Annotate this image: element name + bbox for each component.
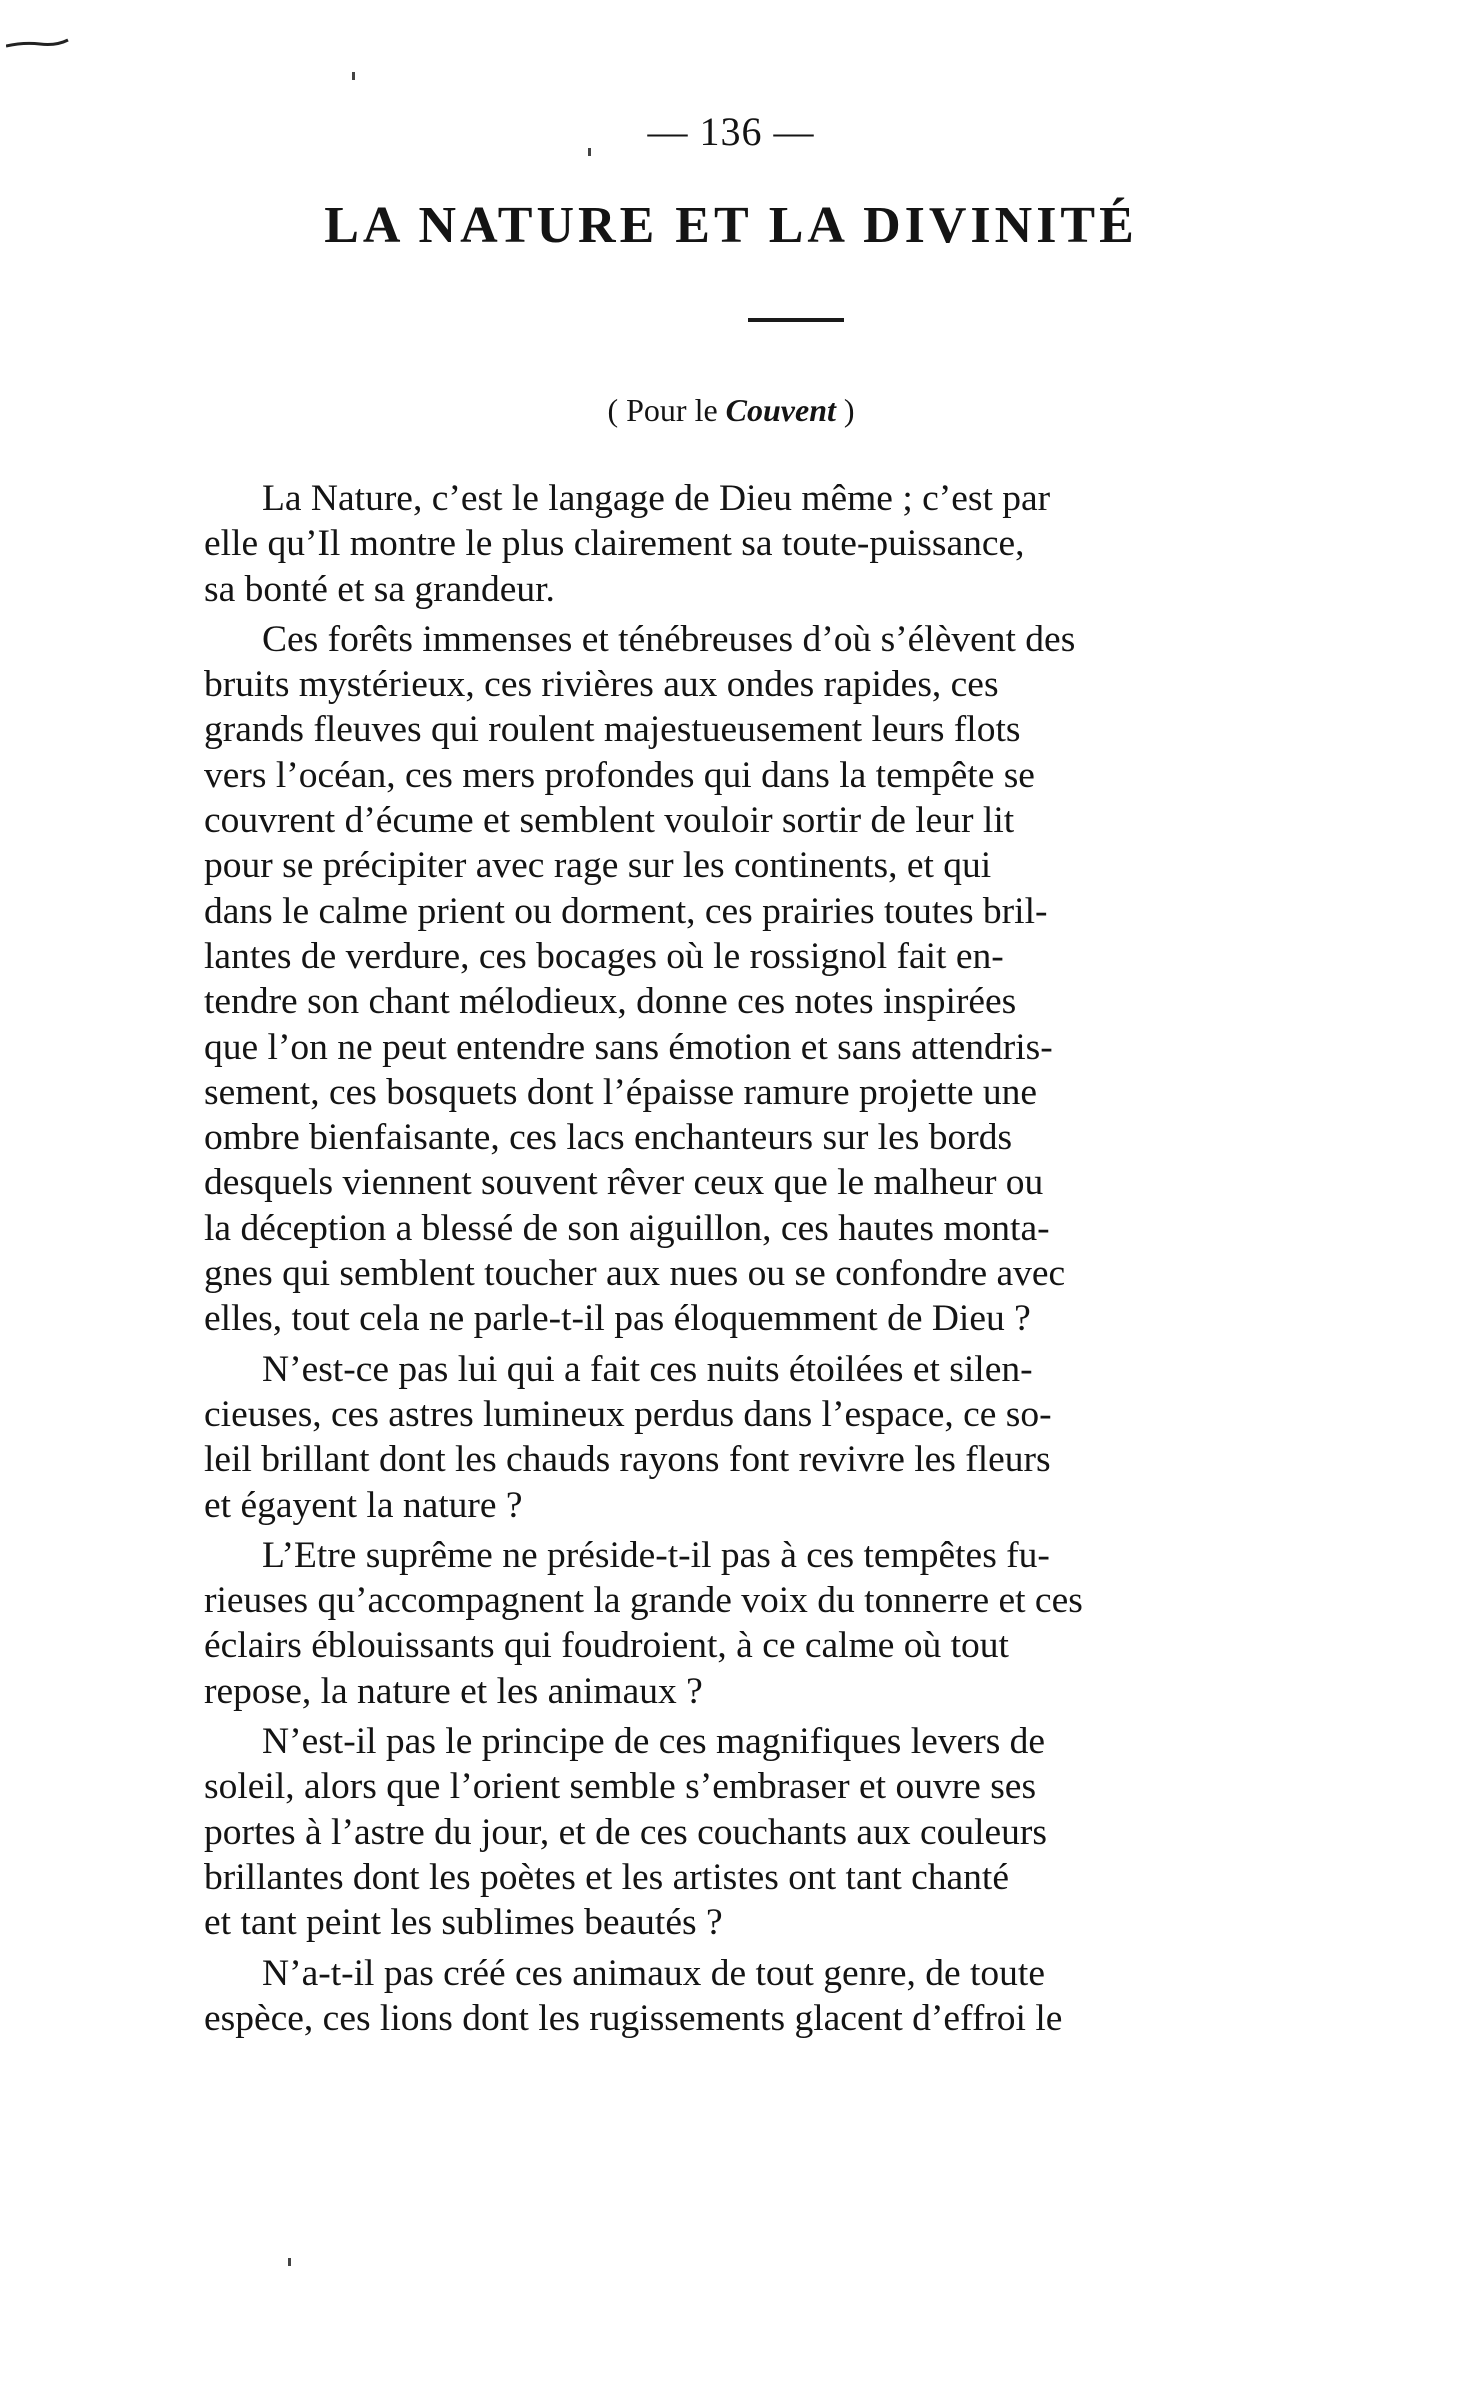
text-line: ombre bienfaisante, ces lacs enchanteurs sur les bords — [204, 1117, 1013, 1159]
text-line: tendre son chant mélodieux, donne ces notes inspirées — [204, 981, 1017, 1023]
text-line: lantes de verdure, ces bocages où le rossignol fait en- — [204, 935, 1004, 977]
paragraph — [204, 1533, 1360, 1714]
text-line: elle qu’Il montre le plus clairement sa toute-puissance, — [204, 523, 1025, 565]
text-line: et égayent la nature ? — [204, 1484, 523, 1526]
text-line: pour se précipiter avec rage sur les continents, et qui — [204, 845, 992, 887]
paragraph — [204, 1719, 1360, 1945]
text-line: que l’on ne peut entendre sans émotion et sans attendris- — [204, 1026, 1053, 1068]
text-line: elles, tout cela ne parle-t-il pas éloquemment de Dieu ? — [204, 1298, 1031, 1340]
chapter-subtitle — [0, 392, 1462, 429]
title-divider — [748, 318, 844, 322]
text-line: vers l’océan, ces mers profondes qui dans la tempête se — [204, 754, 1035, 796]
body-text — [204, 476, 1360, 2046]
text-line: dans le calme prient ou dorment, ces prairies toutes bril- — [204, 890, 1048, 932]
text-line: gnes qui semblent toucher aux nues ou se confondre avec — [204, 1253, 1066, 1295]
text-line: bruits mystérieux, ces rivières aux ondes rapides, ces — [204, 664, 999, 706]
paragraph — [204, 1951, 1360, 2042]
text-line: N’est-il pas le principe de ces magnifiques levers de — [262, 1721, 1046, 1763]
text-line: rieuses qu’accompagnent la grande voix du tonnerre et ces — [204, 1580, 1083, 1622]
paragraph — [204, 617, 1360, 1342]
text-line: L’Etre suprême ne préside-t-il pas à ces tempêtes fu- — [262, 1534, 1050, 1576]
text-line: sement, ces bosquets dont l’épaisse ramure projette une — [204, 1071, 1038, 1113]
paragraph — [204, 476, 1360, 612]
text-line: sa bonté et sa grandeur. — [204, 568, 555, 610]
text-line: espèce, ces lions dont les rugissements glacent d’effroi le — [204, 1997, 1063, 2039]
text-line: grands fleuves qui roulent majestueusement leurs flots — [204, 709, 1021, 751]
text-line: N’est-ce pas lui qui a fait ces nuits étoilées et silen- — [262, 1348, 1033, 1390]
subtitle-close: ) — [835, 392, 855, 428]
paragraph — [204, 1347, 1360, 1528]
text-line: Ces forêts immenses et ténébreuses d’où s’élèvent des — [262, 618, 1076, 660]
text-line: desquels viennent souvent rêver ceux que le malheur ou — [204, 1162, 1044, 1204]
subtitle-emphasis: Couvent — [725, 392, 836, 428]
text-line: la déception a blessé de son aiguillon, ces hautes monta- — [204, 1207, 1050, 1249]
text-line: portes à l’astre du jour, et de ces couchants aux couleurs — [204, 1811, 1047, 1853]
stray-ink-dot — [288, 2258, 291, 2266]
text-line: leil brillant dont les chauds rayons font revivre les fleurs — [204, 1439, 1051, 1481]
text-line: cieuses, ces astres lumineux perdus dans l’espace, ce so- — [204, 1393, 1052, 1435]
text-line: repose, la nature et les animaux ? — [204, 1670, 703, 1712]
chapter-title: LA NATURE ET LA DIVINITÉ — [324, 197, 1138, 254]
text-line: éclairs éblouissants qui foudroient, à ce calme où tout — [204, 1625, 1009, 1667]
ink-smudge-mark — [6, 38, 70, 50]
page-number: — 136 — — [647, 109, 815, 154]
text-line: brillantes dont les poètes et les artistes ont tant chanté — [204, 1856, 1009, 1898]
text-line: couvrent d’écume et semblent vouloir sortir de leur lit — [204, 800, 1015, 842]
text-line: La Nature, c’est le langage de Dieu même ; c’est par — [262, 478, 1051, 519]
stray-ink-dot — [352, 72, 355, 80]
text-line: N’a-t-il pas créé ces animaux de tout genre, de toute — [262, 1952, 1045, 1994]
text-line: soleil, alors que l’orient semble s’embraser et ouvre ses — [204, 1766, 1037, 1808]
text-line: et tant peint les sublimes beautés ? — [204, 1902, 723, 1944]
subtitle-open: ( Pour le — [607, 392, 726, 428]
